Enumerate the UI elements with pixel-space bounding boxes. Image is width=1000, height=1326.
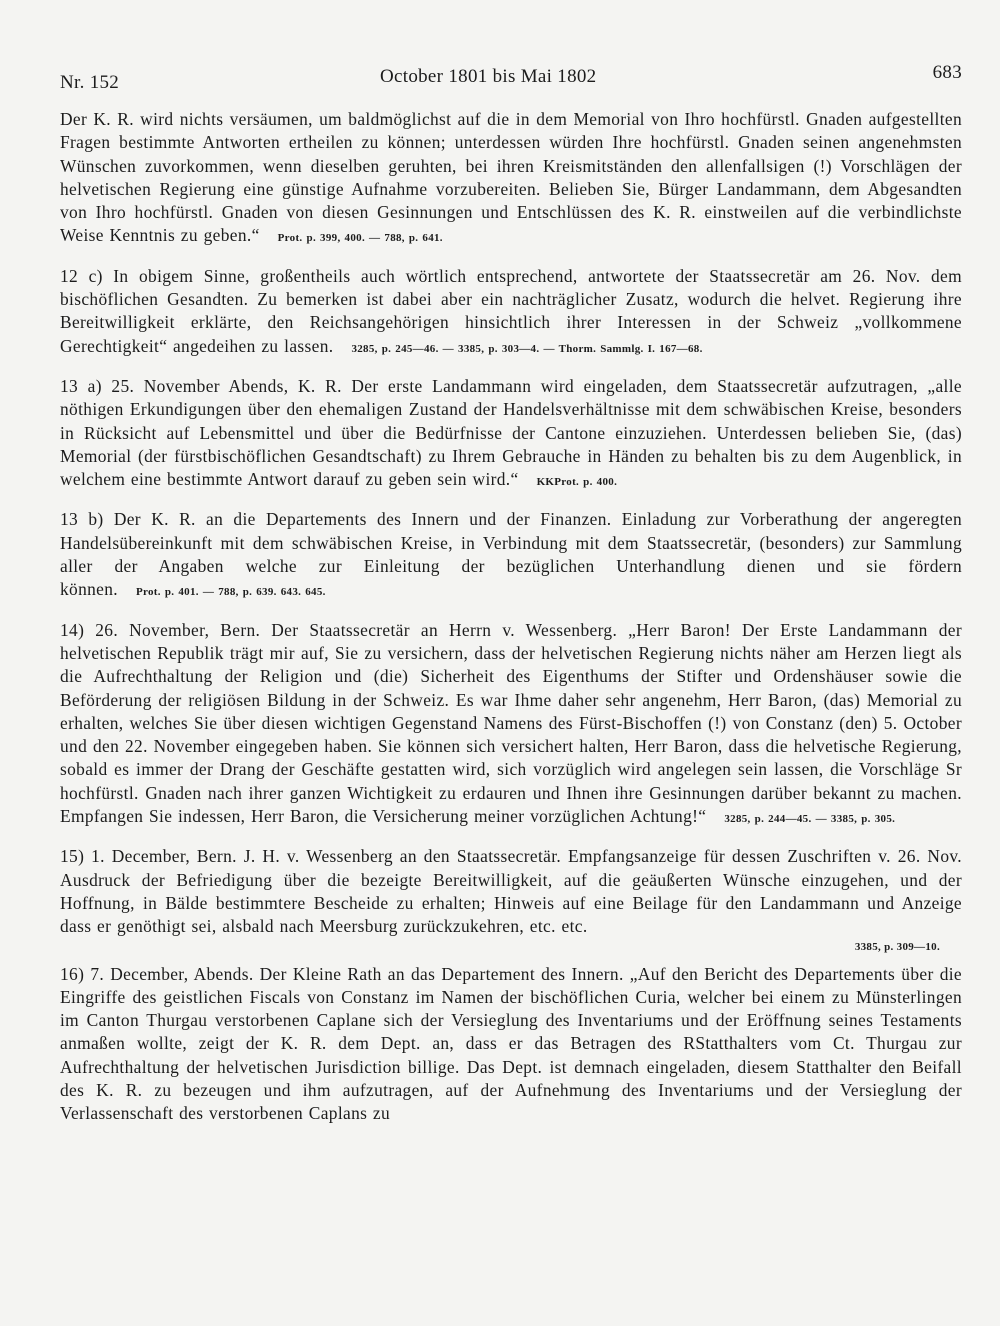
source-reference: Prot. p. 399, 400. — 788, p. 641.	[277, 232, 443, 245]
paragraph-12c: 12 c) In obigem Sinne, großentheils auch wörtlich entsprechend, antwortete der Staatssecretär am 26. Nov. dem bischöflichen Gesandten. Zu bemerken ist dabei aber ein nachträglicher Zusatz, wodurch die helvet. Regierung ihre Bereitwilligkeit erklärte, den Reichsangehörigen hinsichtlich ihrer Interessen in der Schweiz „vollkommene Gerechtigkeit“ angedeihen zu lassen. 3285, p. 245—46. — 3385, p. 303—4. — Thorm. Sammlg. I. 167—68.	[60, 265, 962, 356]
paragraph-13b: 13 b) Der K. R. an die Departements des Innern und der Finanzen. Einladung zur Vorberathung der angeregten Handelsübereinkunft mit dem schwäbischen Kreise, in Verbindung mit dem Staatssecretär, (besonders) zur Sammlung aller der Angaben welche zur Einleitung der bezüglichen Unterhandlung dienen und sie fördern können. Prot. p. 401. — 788, p. 639. 643. 645.	[60, 509, 962, 600]
paragraph-13a: 13 a) 25. November Abends, K. R. Der erste Landammann wird eingeladen, dem Staatssecretär aufzutragen, „alle nöthigen Erkundigungen über den ehemaligen Zustand der Handelsverhältnisse mit dem schwäbischen Kreise, besonders in Rücksicht auf Lebensmittel und über die Bedürfnisse der Cantone einzuziehen. Unterdessen belieben Sie, (das) Memorial (der fürstbischöflichen Gesandtschaft) zu Ihrem Gebrauche in Händen zu behalten bis zu dem Augenblick, in welchem eine bestimmte Antwort darauf zu geben sein wird.“ KKProt. p. 400.	[60, 375, 962, 490]
page-number: 683	[932, 62, 962, 83]
document-number: Nr. 152	[60, 72, 120, 93]
source-reference: 3385, p. 309—10.	[854, 940, 940, 953]
paragraph-1: Der K. R. wird nichts versäumen, um baldmöglichst auf die in dem Memorial von Ihro hochfürstl. Gnaden aufgestellten Fragen bestimmte Antworten ertheilen zu können; unterdessen würden Ihre hochfürstl. Gnaden seinen angenehmsten Wünschen zuvorkommen, wenn dieselben geruhten, bei ihren Kreismitständen den allenfallsigen (!) Vorschlägen der helvetischen Regierung eine günstige Aufnahme vorzubereiten. Belieben Sie, Bürger Landammann, dem Abgesandten von Ihro hochfürstl. Gnaden von diesen Gesinnungen und Entschlüssen des K. R. einstweilen auf die verbindlichste Weise Kenntnis zu geben.“ Prot. p. 399, 400. — 788, p. 641.	[60, 109, 962, 246]
source-reference: Prot. p. 401. — 788, p. 639. 643. 645.	[136, 586, 326, 599]
page-header	[60, 58, 962, 94]
source-reference: 3285, p. 244—45. — 3385, p. 305.	[724, 813, 896, 826]
source-reference: KKProt. p. 400.	[536, 476, 618, 489]
running-title: October 1801 bis Mai 1802	[380, 66, 597, 87]
paragraph-14: 14) 26. November, Bern. Der Staatssecretär an Herrn v. Wessenberg. „Herr Baron! Der Erste Landammann der helvetischen Republik trägt mir auf, Sie zu versichern, dass der helvetischen Regierung nichts näher am Herzen liegt als die Aufrechthaltung der Religion und (die) Sicherheit des Eigenthums der Stifter und Ordenshäuser sowie die Beförderung der religiösen Bildung in der Schweiz. Es war Ihme daher sehr angenehm, Herr Baron, (das) Memorial zu erhalten, welches Sie über diesen wichtigen Gegenstand Namens des Fürst-Bischoffen (!) von Constanz (den) 5. October und den 22. November eingegeben haben. Sie können sich versichert halten, Herr Baron, dass die helvetische Regierung, sobald es immer der Drang der Geschäfte gestatten wird, sich vorzüglich wird angelegen sein lassen, die Vorschläge Sr hochfürstl. Gnaden nach ihrer ganzen Wichtigkeit zu erdauren und Ihnen ihre Gesinnungen darüber bekannt zu machen. Empfangen Sie indessen, Herr Baron, die Versicherung meiner vorzüglichen Achtung!“ 3285, p. 244—45. — 3385, p. 305.	[60, 619, 962, 827]
paragraph-15: 15) 1. December, Bern. J. H. v. Wessenberg an den Staatssecretär. Empfangsanzeige für dessen Zuschriften v. 26. Nov. Ausdruck der Befriedigung über die bezeigte Bereitwilligkeit, auf die geäußerten Wünsche einzugehen, und der Hoffnung, in Bälde bestimmtere Bescheide zu erhalten; Hinweis auf eine Beilage für den Landammann und Anzeige dass er genöthigt sei, alsbald nach Meersburg zurückzukehren, etc. etc.	[60, 846, 962, 937]
source-reference: 3285, p. 245—46. — 3385, p. 303—4. — Thorm. Sammlg. I. 167—68.	[351, 342, 703, 355]
body-text	[60, 108, 962, 1126]
paragraph-16: 16) 7. December, Abends. Der Kleine Rath an das Departement des Innern. „Auf den Bericht des Departements über die Eingriffe des geistlichen Fiscals von Constanz im Namen der bischöflichen Curia, welcher bei einem zu Münsterlingen im Canton Thurgau verstorbenen Caplane sich der Versieglung des Inventariums und der Eröffnung seines Testaments anmaßen wollte, zeigt der K. R. dem Dept. an, dass er das Betragen des RStatthalters vom Ct. Thurgau zur Aufrechthaltung der helvetischen Jurisdiction billige. Das Dept. ist demnach eingeladen, diesem Statthalter den Beifall des K. R. zu bezeugen und ihm aufzutragen, auf der Aufnehmung des Inventariums und der Versieglung der Verlassenschaft des verstorbenen Caplans zu	[60, 963, 962, 1124]
